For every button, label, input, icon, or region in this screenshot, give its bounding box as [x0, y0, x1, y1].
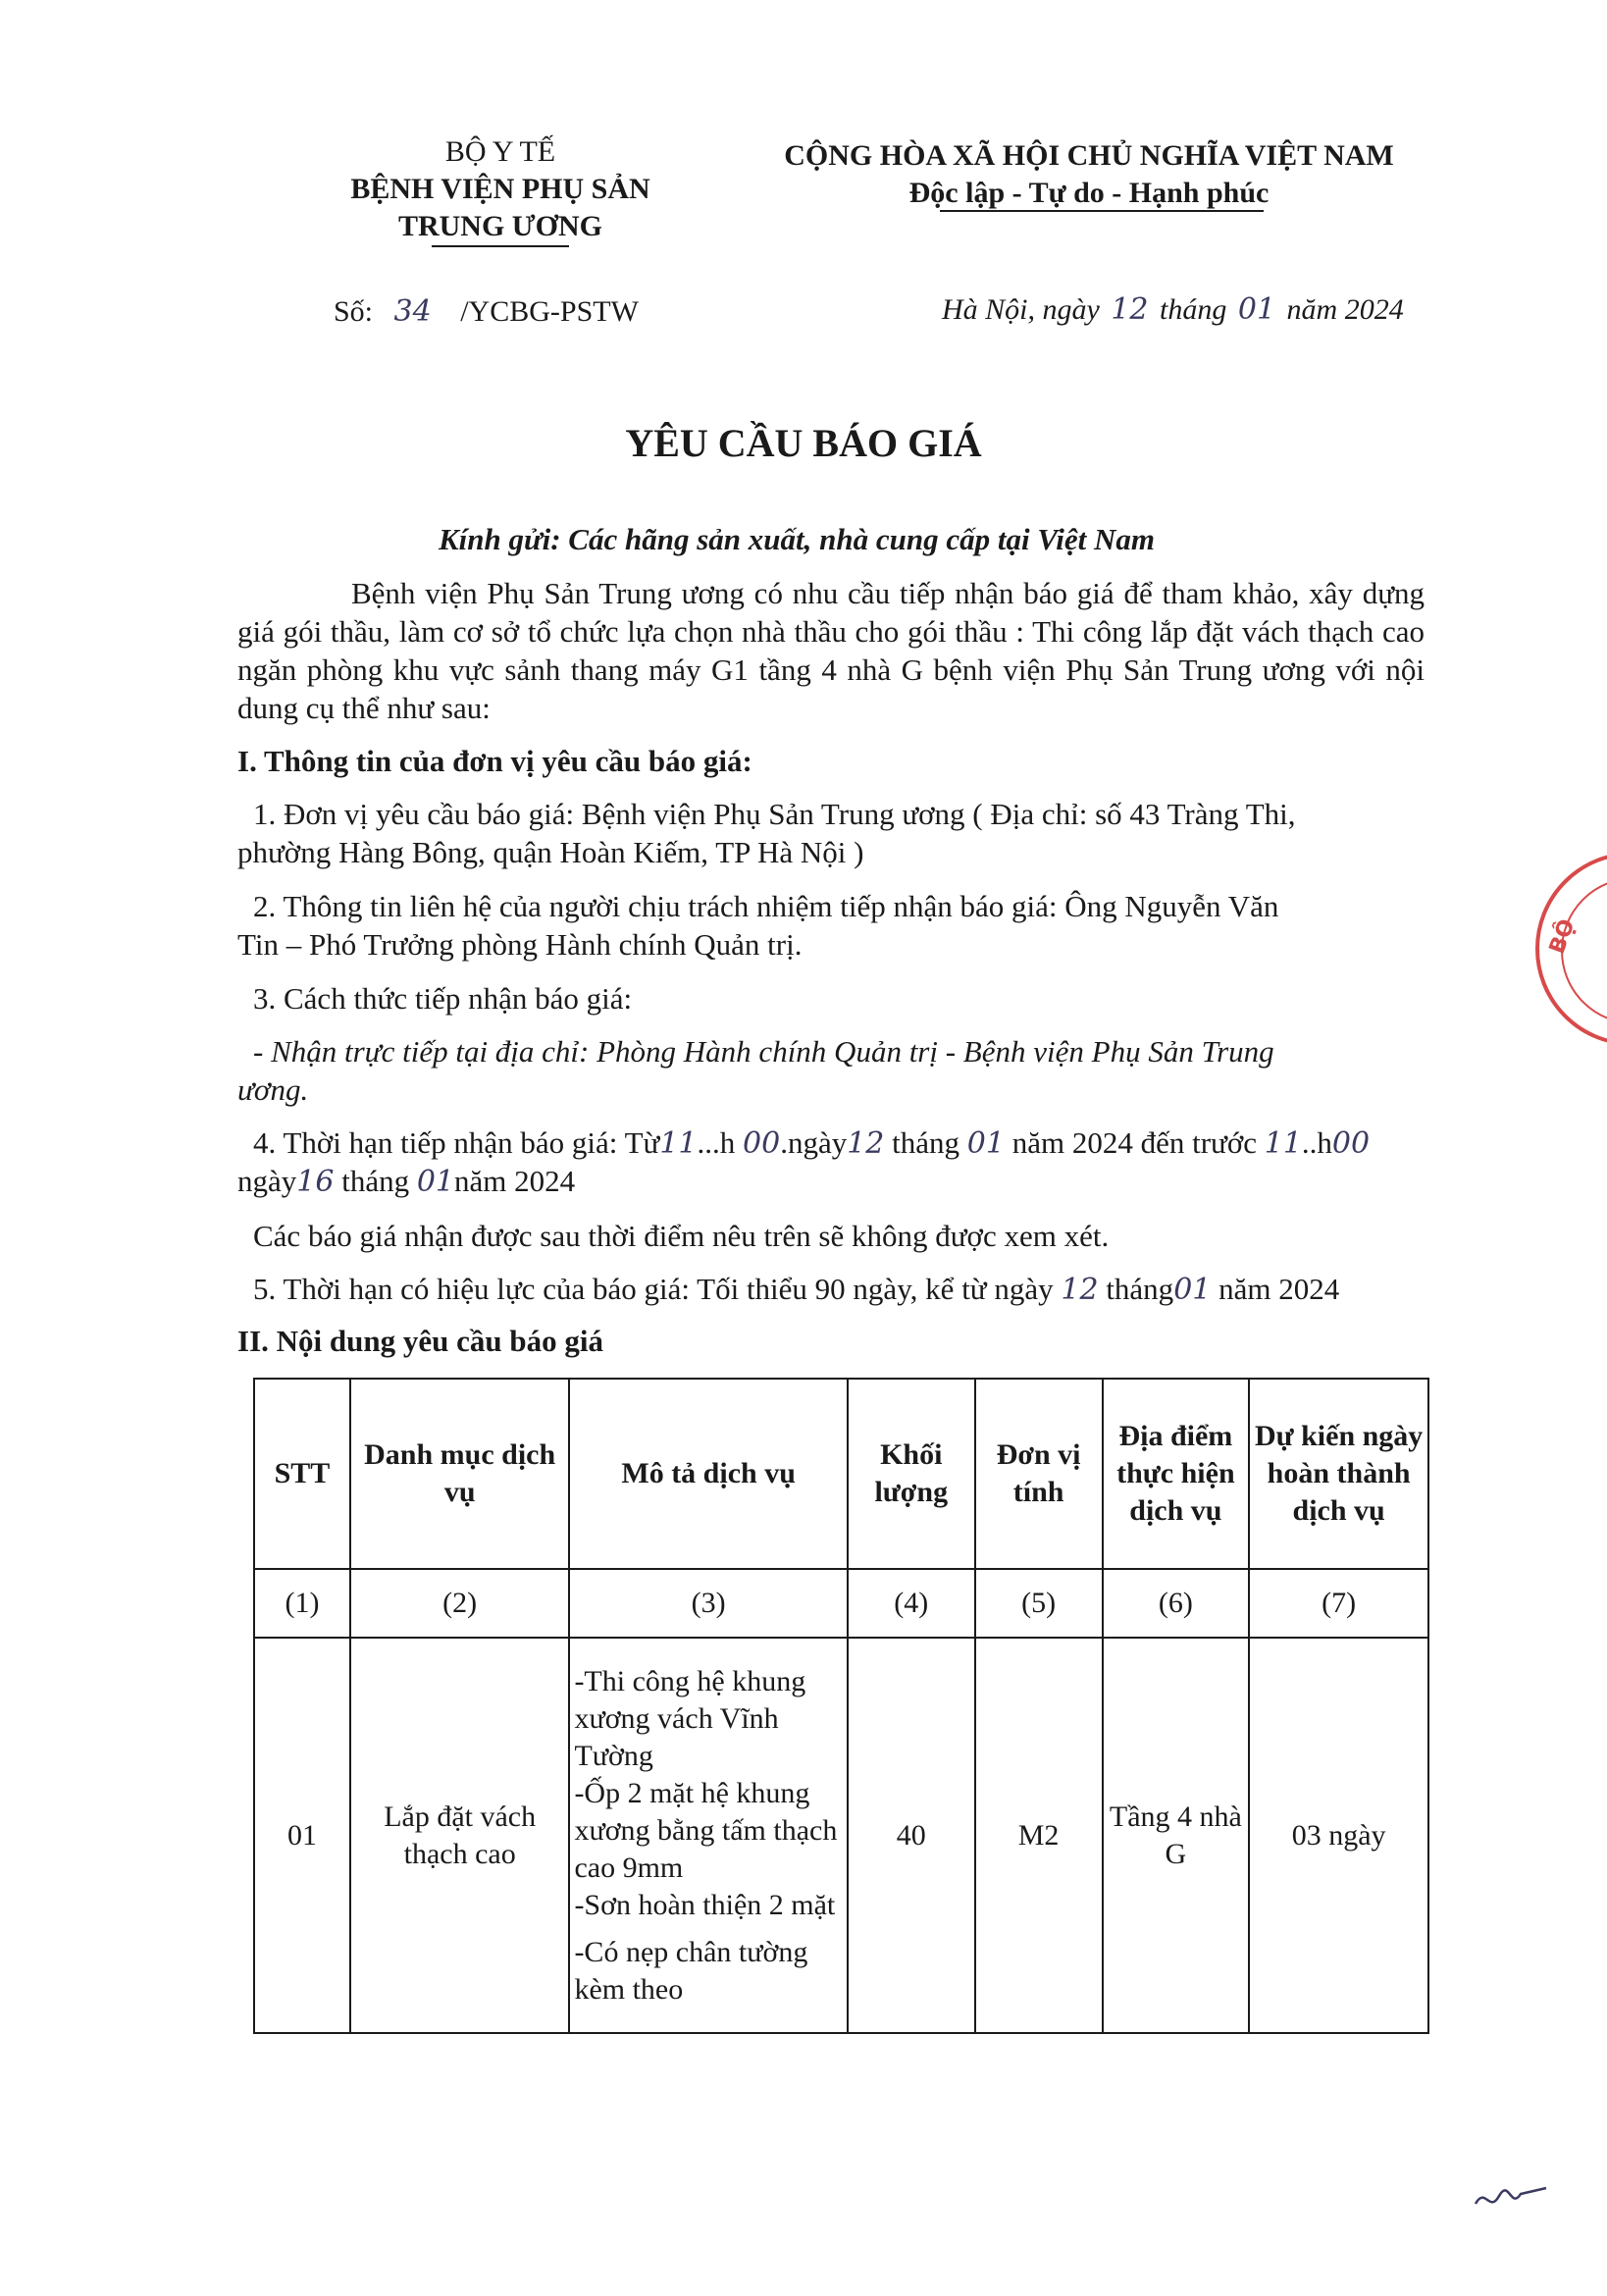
item4-text-b: ...h	[697, 1125, 736, 1160]
motto: Độc lập - Tự do - Hạnh phúc	[908, 177, 1270, 209]
section1-item1-line1: 1. Đơn vị yêu cầu báo giá: Bệnh viện Phụ Sản Trung ương ( Địa chỉ: số 43 Tràng Thi,	[253, 797, 1296, 831]
request-table	[253, 1378, 1429, 2034]
section1-heading: I. Thông tin của đơn vị yêu cầu báo giá:	[237, 744, 752, 778]
desc-item-3: -Sơn hoàn thiện 2 mặt	[574, 1888, 836, 1921]
header-location: Địa điểm thực hiện dịch vụ	[1103, 1379, 1250, 1569]
item4-text-f: năm 2024 đến trước	[1004, 1125, 1265, 1160]
item4-day-end: 16	[296, 1165, 335, 1199]
num-2: (2)	[350, 1569, 570, 1638]
item4-text-i: tháng	[334, 1164, 417, 1198]
number-suffix: /YCBG-PSTW	[460, 295, 639, 328]
hospital-name-line2: TRUNG ƯƠNG	[397, 210, 603, 242]
cell-unit: M2	[975, 1638, 1103, 2033]
motto-underline	[940, 210, 1264, 212]
item4-text-e: tháng	[884, 1125, 967, 1160]
num-6: (6)	[1103, 1569, 1250, 1638]
table-row	[254, 1638, 1428, 2033]
item5-text-c: năm 2024	[1211, 1272, 1340, 1306]
num-7: (7)	[1249, 1569, 1428, 1638]
item4-hour-end: 11	[1264, 1126, 1302, 1161]
intro-paragraph: Bệnh viện Phụ Sản Trung ương có nhu cầu tiếp nhận báo giá để tham khảo, xây dựng giá gói thầu, làm cơ sở tổ chức lựa chọn nhà thầu cho gói thầu : Thi công lắp đặt vách thạch cao ngăn phòng khu vực sảnh thang máy G1 tầng 4 nhà G bệnh viện Phụ Sản Trung ương với nội dung cụ thể như sau:	[237, 576, 1425, 725]
item4-text-g: ..h	[1301, 1125, 1332, 1160]
num-1: (1)	[254, 1569, 350, 1638]
cell-category: Lắp đặt vách thạch cao	[350, 1638, 570, 2033]
stamp-text: BỘ	[1544, 915, 1581, 958]
date-day: 12	[1111, 292, 1149, 327]
item4-text-j: năm 2024	[454, 1164, 576, 1198]
hospital-name-line1: BỆNH VIỆN PHỤ SẢN	[350, 173, 650, 205]
cell-stt: 01	[254, 1638, 350, 2033]
header-completion: Dự kiến ngày hoàn thành dịch vụ	[1249, 1379, 1428, 1569]
date-year: năm 2024	[1286, 293, 1404, 326]
section1-item3: 3. Cách thức tiếp nhận báo giá:	[253, 981, 633, 1016]
item4-text-h: ngày	[237, 1164, 297, 1198]
item4-hour-start: 11	[659, 1126, 698, 1161]
official-stamp	[1535, 852, 1607, 1046]
cell-completion: 03 ngày	[1249, 1638, 1428, 2033]
desc-item-1: -Thi công hệ khung xương vách Vĩnh Tường	[574, 1664, 806, 1772]
table-numbering-row	[254, 1569, 1428, 1638]
date-month-label: tháng	[1160, 293, 1227, 326]
cell-quantity: 40	[848, 1638, 975, 2033]
header-category: Danh mục dịch vụ	[350, 1379, 570, 1569]
desc-item-2: -Ốp 2 mặt hệ khung xương bằng tấm thạch cao 9mm	[574, 1776, 838, 1884]
item5-text-b: tháng	[1098, 1272, 1174, 1306]
num-4: (4)	[848, 1569, 975, 1638]
num-3: (3)	[569, 1569, 847, 1638]
cell-location: Tầng 4 nhà G	[1103, 1638, 1250, 2033]
item4-month-start: 01	[966, 1126, 1005, 1161]
initials-mark	[1472, 2180, 1550, 2219]
item4-minute-start: 00	[743, 1126, 781, 1161]
ministry-name: BỘ Y TẾ	[444, 135, 556, 168]
header-stt: STT	[254, 1379, 350, 1569]
section1-item3-detail-line2: ương.	[237, 1072, 309, 1107]
country-name: CỘNG HÒA XÃ HỘI CHỦ NGHĨA VIỆT NAM	[784, 139, 1394, 172]
header-right	[755, 137, 1423, 212]
item4-month-end: 01	[416, 1165, 455, 1199]
item4-day-start: 12	[847, 1126, 885, 1161]
number-value: 34	[393, 294, 432, 329]
num-5: (5)	[975, 1569, 1103, 1638]
cell-description	[569, 1638, 847, 2033]
item4-text-c: .ngày	[780, 1125, 848, 1160]
header-unit: Đơn vị tính	[975, 1379, 1103, 1569]
document-date	[942, 290, 1404, 329]
section1-item4-line1	[253, 1123, 1370, 1163]
date-month: 01	[1237, 292, 1276, 327]
header-quantity: Khối lượng	[848, 1379, 975, 1569]
section1-item2-line2: Tin – Phó Trưởng phòng Hành chính Quản trị.	[237, 927, 803, 962]
section1-item5	[253, 1270, 1339, 1309]
document-number	[334, 292, 639, 331]
section1-item3-detail-line1: - Nhận trực tiếp tại địa chỉ: Phòng Hành chính Quản trị - Bệnh viện Phụ Sản Trung	[253, 1034, 1274, 1069]
item5-month: 01	[1173, 1273, 1212, 1307]
recipient: Kính gửi: Các hãng sản xuất, nhà cung cấp tại Việt Nam	[439, 522, 1156, 556]
table-header-row	[254, 1379, 1428, 1569]
item5-text-a: 5. Thời hạn có hiệu lực của báo giá: Tối thiểu 90 ngày, kể từ ngày	[253, 1272, 1062, 1306]
item4-text-a: 4. Thời hạn tiếp nhận báo giá: Từ	[253, 1125, 660, 1160]
item4-minute-end: 00	[1331, 1126, 1371, 1161]
item5-day: 12	[1061, 1273, 1099, 1307]
date-prefix: Hà Nội, ngày	[942, 293, 1100, 326]
header-description: Mô tả dịch vụ	[569, 1379, 847, 1569]
desc-item-4: -Có nẹp chân tường kèm theo	[574, 1935, 808, 2006]
header-left	[294, 133, 706, 245]
number-prefix: Số:	[334, 295, 374, 328]
header-left-underline	[432, 245, 569, 247]
initials-stroke	[1476, 2188, 1546, 2204]
section1-item4-line2	[237, 1162, 575, 1201]
section1-item2-line1: 2. Thông tin liên hệ của người chịu trách nhiệm tiếp nhận báo giá: Ông Nguyễn Văn	[253, 889, 1279, 923]
section2-heading: II. Nội dung yêu cầu báo giá	[237, 1324, 603, 1358]
page-title: YÊU CẦU BÁO GIÁ	[625, 421, 982, 465]
section1-note: Các báo giá nhận được sau thời điểm nêu trên sẽ không được xem xét.	[253, 1219, 1110, 1253]
section1-item1-line2: phường Hàng Bông, quận Hoàn Kiếm, TP Hà Nội )	[237, 835, 864, 869]
